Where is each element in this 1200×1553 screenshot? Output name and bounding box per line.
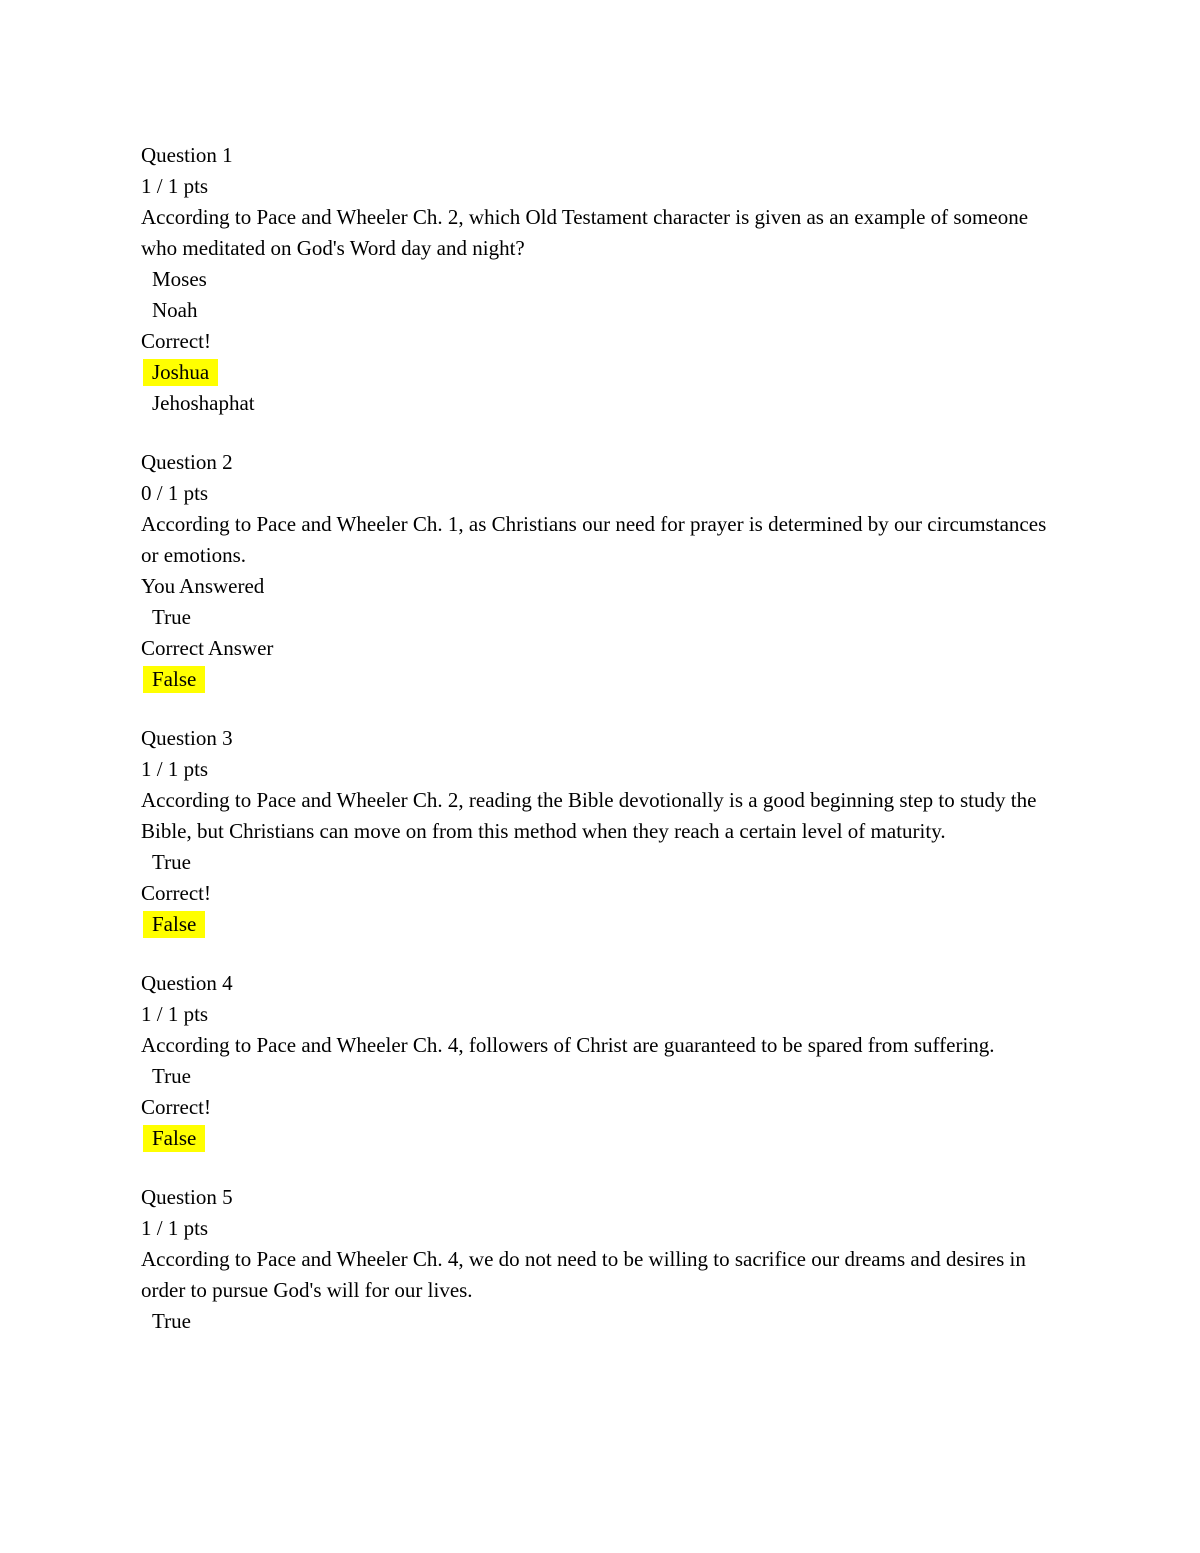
question-title: Question 5 (141, 1185, 233, 1209)
question-points: 1 / 1 pts (141, 757, 209, 781)
question-title: Question 3 (141, 726, 233, 750)
question-prompt: According to Pace and Wheeler Ch. 2, reading the Bible devotionally is a good beginning step to study the Bible, but Christians can move on from this method when they reach a certain level of maturity. (141, 788, 1042, 843)
answer-option (141, 295, 1061, 326)
answer-option-text: False (143, 911, 205, 938)
answer-status-label: Correct! (141, 881, 211, 905)
answer-status-label: Correct! (141, 1095, 211, 1119)
question-block (141, 723, 1061, 940)
answer-option-text: Noah (152, 298, 198, 322)
answer-option (141, 847, 1061, 878)
answer-option-text: True (152, 850, 191, 874)
answer-status-label: Correct! (141, 329, 211, 353)
question-title: Question 1 (141, 143, 233, 167)
answer-option-highlighted (141, 1123, 1061, 1154)
answer-option-highlighted (141, 909, 1061, 940)
question-prompt: According to Pace and Wheeler Ch. 2, which Old Testament character is given as an example of someone who meditated on God's Word day and night? (141, 205, 1034, 260)
question-points: 0 / 1 pts (141, 481, 209, 505)
question-prompt: According to Pace and Wheeler Ch. 4, followers of Christ are guaranteed to be spared from suffering. (141, 1033, 995, 1057)
question-points: 1 / 1 pts (141, 1002, 209, 1026)
answer-option-text: Jehoshaphat (152, 391, 255, 415)
question-block (141, 968, 1061, 1154)
answer-option-text: True (152, 1309, 191, 1333)
question-block (141, 1182, 1061, 1337)
answer-option (141, 264, 1061, 295)
answer-option-text: Joshua (143, 359, 218, 386)
answer-status-label: You Answered (141, 574, 265, 598)
answer-option-text: False (143, 666, 205, 693)
question-block (141, 140, 1061, 419)
answer-option (141, 602, 1061, 633)
question-points: 1 / 1 pts (141, 1216, 209, 1240)
answer-option-text: True (152, 1064, 191, 1088)
question-prompt: According to Pace and Wheeler Ch. 4, we do not need to be willing to sacrifice our dreams and desires in order to pursue God's will for our lives. (141, 1247, 1032, 1302)
answer-status-label: Correct Answer (141, 636, 274, 660)
answer-option (141, 388, 1061, 419)
question-title: Question 4 (141, 971, 233, 995)
question-prompt: According to Pace and Wheeler Ch. 1, as Christians our need for prayer is determined by our circumstances or emotions. (141, 512, 1052, 567)
answer-option (141, 1306, 1061, 1337)
answer-option-text: False (143, 1125, 205, 1152)
answer-option (141, 1061, 1061, 1092)
quiz-document (141, 140, 1061, 1365)
question-block (141, 447, 1061, 695)
answer-option-highlighted (141, 664, 1061, 695)
answer-option-highlighted (141, 357, 1061, 388)
question-title: Question 2 (141, 450, 233, 474)
question-points: 1 / 1 pts (141, 174, 209, 198)
answer-option-text: True (152, 605, 191, 629)
answer-option-text: Moses (152, 267, 207, 291)
